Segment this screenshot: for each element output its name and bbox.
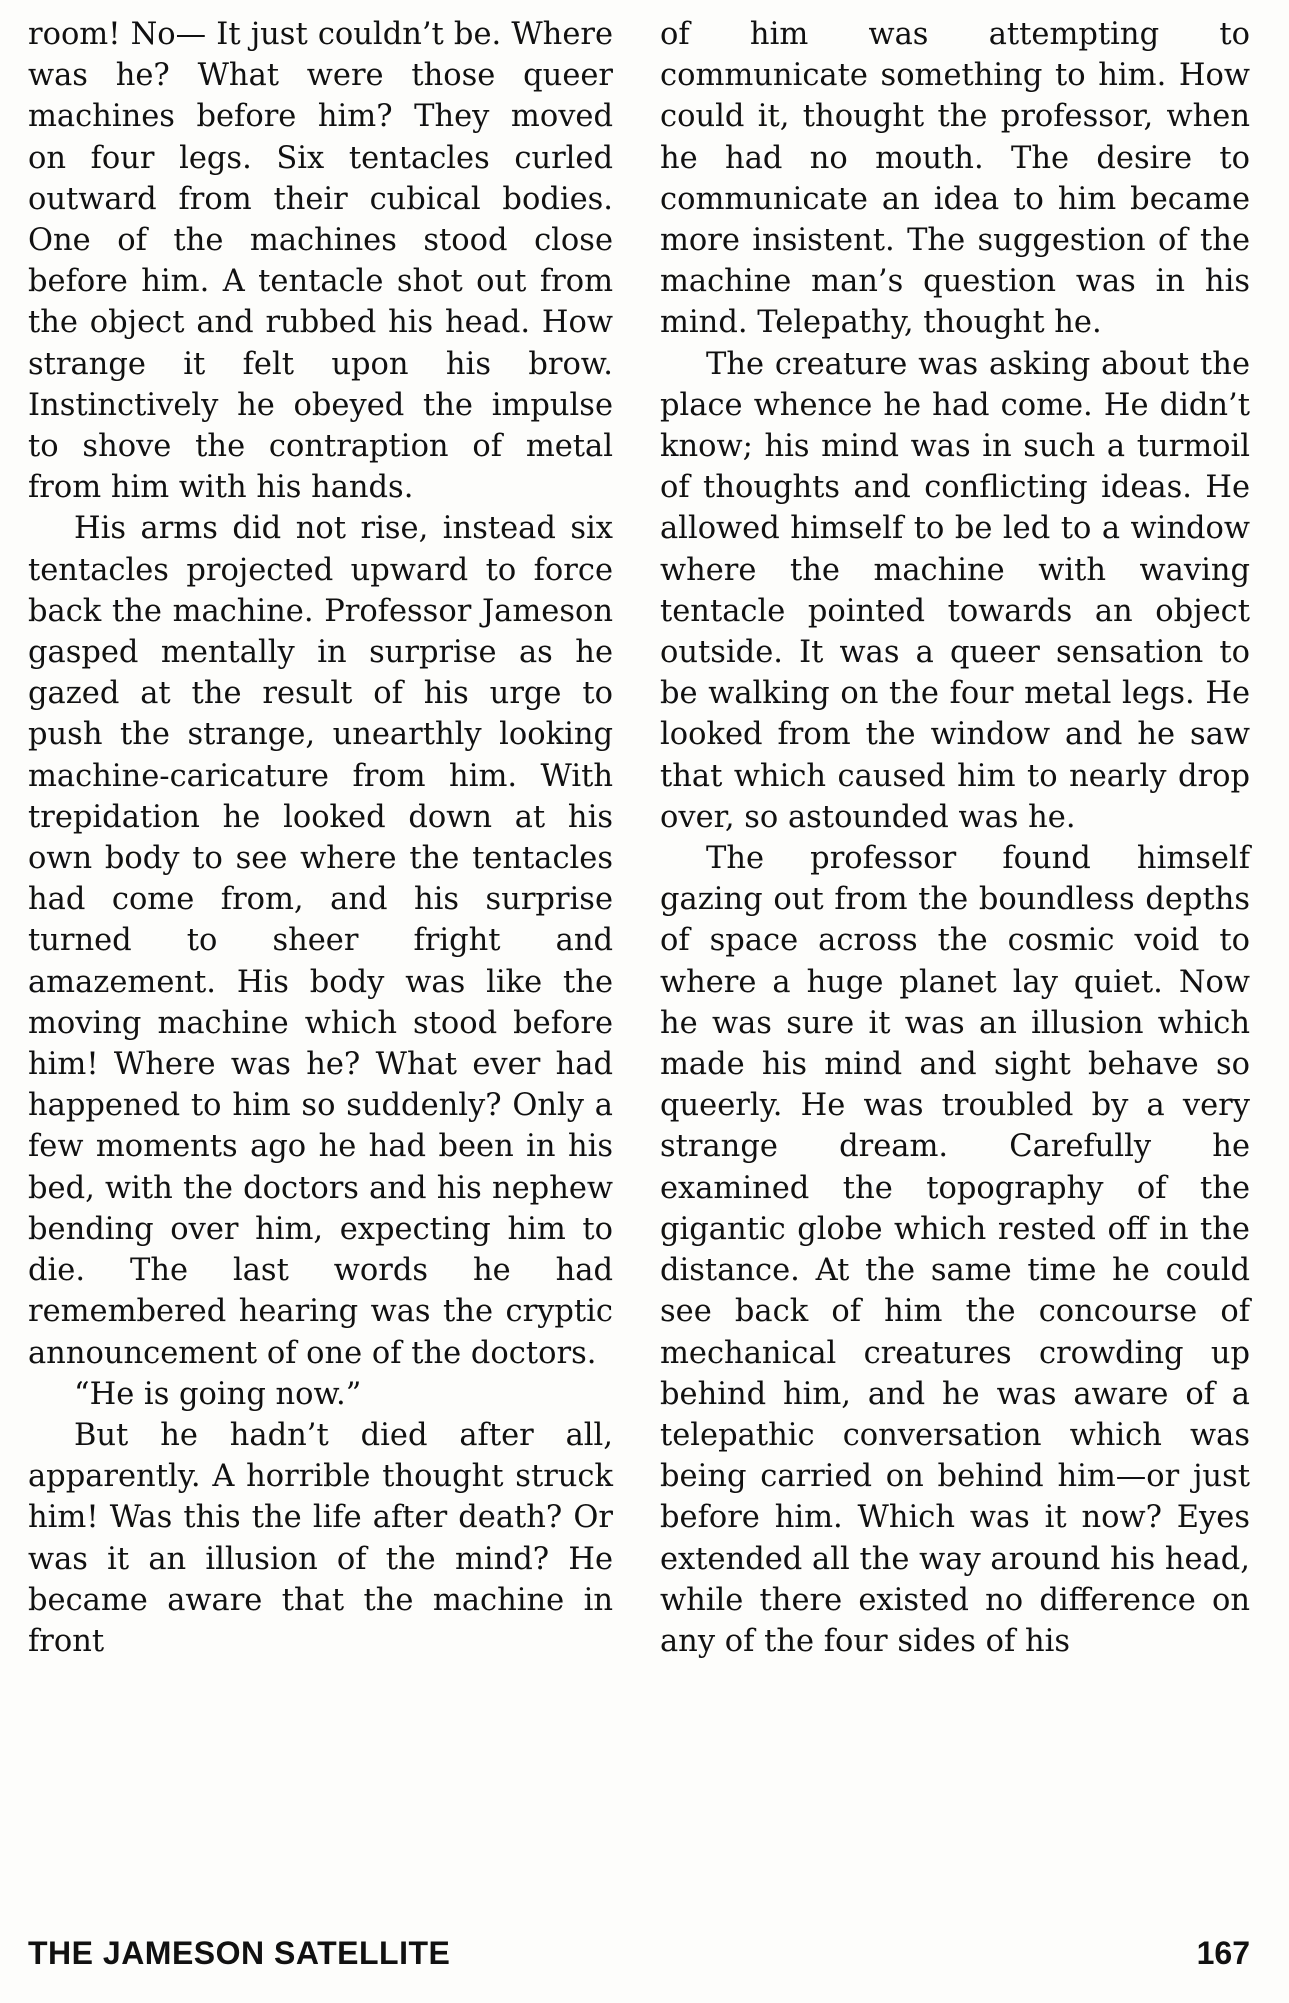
dialogue-line: “He is going now.” [74,1376,362,1412]
page-footer [28,1935,1250,1985]
page-number: 167 [1196,1935,1250,1971]
paragraph: The professor found himself gazing out from the boundless depths of space across the cosmic void to where a huge planet lay quiet. Now he was sure it was an illusion which made his mind and sight behave so queerly. He was troubled by a very strange dream. Carefully he examined the topography of the gigantic globe which rested off in the distance. At the same time he could see back of him the concourse of mechanical creatures crowding up behind him, and he was aware of a telepathic conversation which was being carried on behind him—or just before him. Which was it now? Eyes extended all the way around his head, while there existed no difference on any of the four sides of his [660,841,1250,1659]
right-text-column [660,14,1250,1662]
paragraph: But he hadn’t died after all, apparently. A horrible thought struck him! Was this the life after death? Or was it an illusion of the mind? He became aware that the machine in front [28,1417,613,1659]
running-title: THE JAMESON SATELLITE [28,1935,451,1971]
paragraph-continuation: room! No— It just couldn’t be. Where was he? What were those queer machines before him? They moved on four legs. Six tentacles curled outward from their cubical bodies. One of the machines stood close before him. A tentacle shot out from the object and rubbed his head. How strange it felt upon his brow. Instinctively he obeyed the impulse to shove the contraption of metal from him with his hands. [28,17,613,506]
paragraph: His arms did not rise, instead six tentacles projected upward to force back the machine. Professor Jameson gasped mentally in surprise as he gazed at the result of his urge to push the strange, unearthly looking machine-caricature from him. With trepidation he looked down at his own body to see where the tentacles had come from, and his surprise turned to sheer fright and amazement. His body was like the moving machine which stood before him! Where was he? What ever had happened to him so suddenly? Only a few moments ago he had been in his bed, with the doctors and his nephew bending over him, expecting him to die. The last words he had remembered hearing was the cryptic announcement of one of the doctors. [28,511,613,1371]
paragraph: The creature was asking about the place whence he had come. He didn’t know; his mind was in such a turmoil of thoughts and conflicting ideas. He allowed himself to be led to a window where the machine with waving tentacle pointed towards an object outside. It was a queer sensation to be walking on the four metal legs. He looked from the window and he saw that which caused him to nearly drop over, so astounded was he. [660,346,1250,835]
paragraph-continuation: of him was attempting to communicate something to him. How could it, thought the professor, when he had no mouth. The desire to communicate an idea to him became more insistent. The suggestion of the machine man’s question was in his mind. Telepathy, thought he. [660,17,1250,341]
left-text-column [28,14,613,1662]
